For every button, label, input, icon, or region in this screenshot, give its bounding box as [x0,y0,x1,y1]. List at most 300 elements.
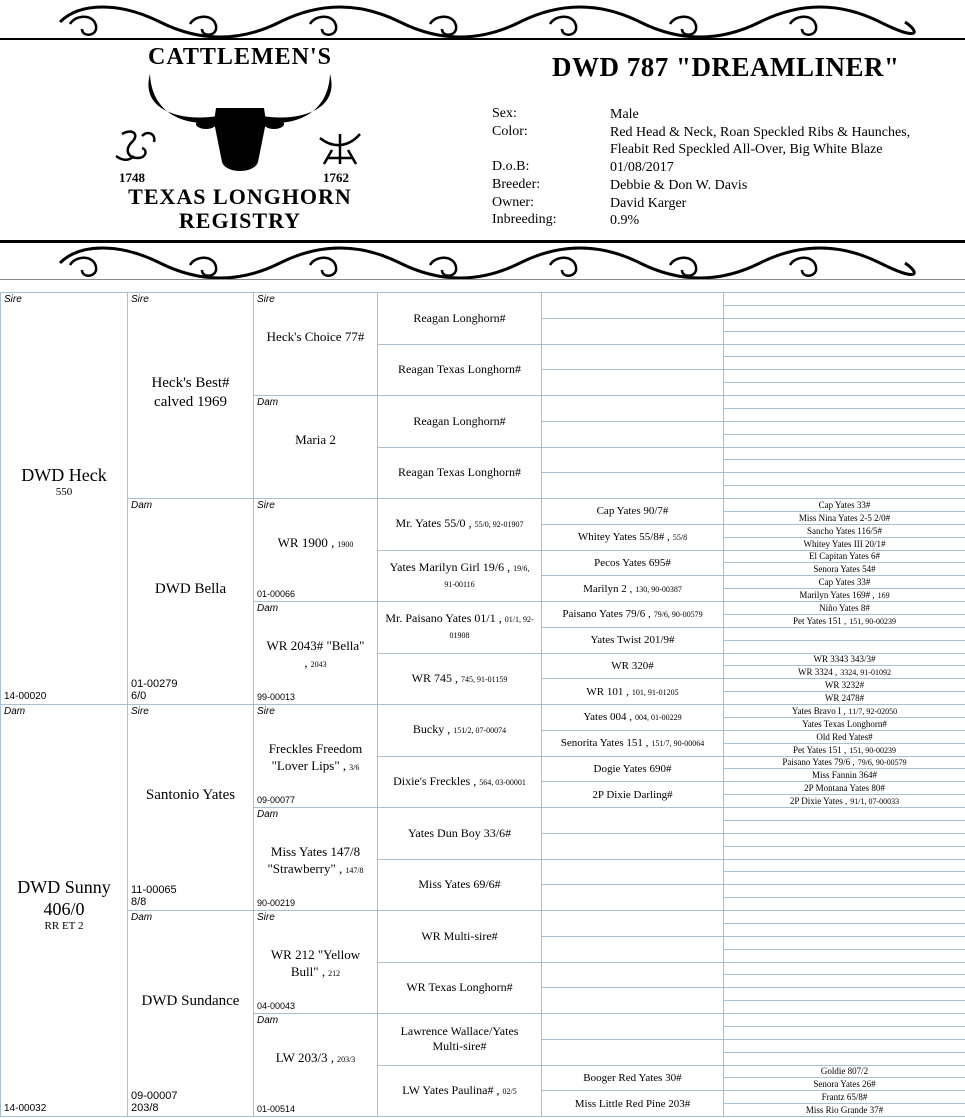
pedigree-cell [253,807,378,911]
cell-caption: Dam [131,912,153,923]
animal-entry [799,590,889,600]
animal-number: 203/3 [337,1054,356,1064]
animal-entry [396,1083,522,1099]
pedigree-cell [723,524,965,538]
pedigree-cell [541,627,724,654]
animal-entry [592,789,672,801]
pedigree-cell [541,498,724,525]
pedigree-cell [723,537,965,551]
pedigree-cell [723,1000,965,1014]
animal-name: Yates Texas Longhorn# [802,718,887,729]
animal-name: WR 2043# "Bella" , 2043 [266,637,365,670]
animal-entry [378,1024,541,1054]
animal-name: Niño Yates 8# [819,602,870,613]
pedigree-cell [253,601,378,705]
info-label: Inbreeding: [492,212,557,227]
animal-number: 55/0, 92-01907 [474,520,524,530]
pedigree-cell [0,292,128,705]
pedigree-cell [377,653,542,706]
pedigree-cell [377,1065,542,1118]
animal-name: Yates Marilyn Girl 19/6 , [389,559,511,574]
animal-name: Old Red Yates# [816,731,873,742]
animal-name: WR 3324 , [798,667,838,678]
pedigree-cell [377,601,542,654]
pedigree-cell [723,1026,965,1040]
pedigree-cell [723,1039,965,1053]
animal-number: 19/6, 91-00116 [444,563,530,589]
bottom-rule [0,279,965,280]
pedigree-cell [723,408,965,422]
animal-entry [825,680,864,690]
animal-name-block [128,580,253,599]
animal-name: Heck's Choice 77# [266,328,365,344]
pedigree-cell [723,756,965,770]
pedigree-cell [541,550,724,577]
registration-number: 01-00066 [257,589,296,599]
animal-name: 2P Dixie Darling# [592,788,673,801]
animal-entry [816,732,872,742]
animal-name-block [1,876,127,933]
registration-number: 09-00007 [131,1090,178,1102]
animal-number: 151/2, 07-00074 [453,726,507,736]
animal-entry [802,719,887,729]
animal-entry [813,1079,875,1089]
animal-number: 11/7, 92-02050 [848,706,898,716]
animal-entry [804,539,886,549]
pedigree-cell [723,910,965,924]
animal-entry [806,1105,883,1115]
pedigree-cell [723,601,965,615]
animal-entry [798,667,891,677]
animal-name: Yates Dun Boy 33/6# [407,825,512,840]
animal-entry [583,583,682,595]
animal-entry [819,500,871,510]
animal-entry [809,551,880,561]
cell-caption: Dam [131,500,153,511]
info-label: Breeder: [492,177,541,192]
animal-entry [392,465,527,480]
cell-caption: Dam [257,809,279,820]
pedigree-cell [541,472,724,499]
logo-year-right: 1762 [323,170,349,185]
pedigree-cell [723,575,965,589]
animal-number: 3/6 [349,762,360,772]
animal-name: Marilyn Yates 169# , [799,590,875,601]
pedigree-cell [723,472,965,486]
animal-name: Reagan Texas Longhorn# [398,465,521,480]
animal-entry [812,770,877,780]
animal-name-block [254,328,377,345]
registration-number: 11-00065 [131,884,177,896]
registration-number: 90-00219 [257,898,296,908]
animal-name: Miss Yates 69/6# [418,877,501,892]
animal-name: Dixie's Freckles , [393,773,477,788]
pedigree-cell [723,1077,965,1091]
animal-name: WR 1900 , 1900 [277,534,354,550]
animal-entry [819,577,871,587]
animal-name: WR 745 , [411,670,458,685]
pedigree-cell [723,717,965,731]
pedigree-cell [723,730,965,744]
animal-name: Marilyn 2 , [583,582,633,595]
animal-name-block [128,786,253,805]
animal-entry [792,706,897,716]
pedigree-cell [723,331,965,345]
pedigree-cell [723,1052,965,1066]
pedigree-cell [253,292,378,396]
pedigree-cell [253,1013,378,1117]
pedigree-cell [723,768,965,782]
animal-name: Cap Yates 33# [818,577,871,588]
animal-entry [578,531,687,543]
animal-name: WR 212 "Yellow [270,946,361,962]
pedigree-cell [723,356,965,370]
animal-name: Sancho Yates 116/5# [807,525,882,536]
pedigree-cell [541,910,724,937]
pedigree-cell [377,498,542,551]
animal-number: 564, 03-00001 [479,777,526,787]
pedigree-cell [723,923,965,937]
animal-entry [387,774,532,790]
pedigree-cell [377,807,542,860]
animal-name: LW 203/3 , 203/3 [275,1049,356,1065]
pedigree-cell [377,292,542,345]
info-value: Debbie & Don W. Davis [610,178,748,193]
pedigree-cell [127,498,254,705]
pedigree-cell [377,859,542,912]
pedigree-cell [723,1103,965,1117]
animal-name: LW Yates Paulina# , [402,1082,500,1097]
animal-name: Mr. Paisano Yates 01/1 , [385,611,502,626]
pedigree-cell [541,395,724,422]
animal-name: Bull" , 212 [290,963,341,979]
animal-entry [814,654,876,664]
pedigree-cell [541,318,724,345]
pedigree-cell [723,1065,965,1079]
animal-entry [575,1098,691,1110]
animal-name: El Capitan Yates 6# [809,551,880,562]
animal-name: Yates 004 , [583,711,633,724]
top-rule [0,38,965,40]
animal-name: WR Multi-sire# [421,928,498,943]
animal-number: 147/8 [345,865,364,875]
pedigree-cell [723,897,965,911]
animal-number: 2043 [310,659,327,669]
animal-name: 2P Montana Yates 80# [804,783,885,794]
animal-name: Cap Yates 90/7# [596,505,669,518]
animal-name: WR 101 , [586,685,629,698]
pedigree-cell [541,962,724,989]
pedigree-cell [723,369,965,383]
pedigree-cell [377,1013,542,1066]
pedigree-cell [253,704,378,808]
animal-name: Bucky , [412,722,451,737]
pedigree-cell [723,949,965,963]
registration-number: 09-00077 [257,795,296,805]
pedigree-cell [541,884,724,911]
animal-number: 151, 90-00239 [849,745,896,755]
animal-entry [822,1092,868,1102]
pedigree-cell [541,653,724,680]
animal-name: Pecos Yates 695# [594,556,671,569]
pedigree-cell [723,665,965,679]
pedigree-cell [377,447,542,500]
pedigree-cell [723,485,965,499]
pedigree-cell [723,550,965,564]
animal-entry [586,686,678,698]
animal-name-block [128,992,253,1011]
animal-name: Dogie Yates 690# [593,762,672,775]
animal-number: 130, 90-00387 [635,584,682,594]
pedigree-cell [127,704,254,911]
animal-name: Yates Twist 201/9# [590,634,675,647]
animal-name: "Strawberry" , 147/8 [267,860,364,876]
pedigree-cell [723,1013,965,1027]
info-value: Male [610,107,639,122]
animal-number: 004, 01-00229 [635,713,682,723]
animal-name-block [128,374,253,412]
pedigree-cell [723,974,965,988]
animal-entry [821,1066,868,1076]
animal-name: Miss Fannin 364# [811,770,877,781]
info-value: 01/08/2017 [610,160,674,175]
animal-name: DWD Bella [154,581,227,597]
longhorn-head-icon [140,70,340,180]
animal-name: Reagan Longhorn# [413,413,506,428]
brand-left-icon [112,126,160,166]
pedigree-cell [723,678,965,692]
animal-entry [590,634,674,646]
animal-name: 2P Dixie Yates , [789,796,848,807]
registration-number: 01-00279 [131,678,178,690]
logo-line3: REGISTRY [178,208,302,233]
pedigree-cell [541,1090,724,1117]
animal-name: Goldie 807/2 [820,1066,869,1077]
pedigree-cell [723,743,965,757]
pedigree-cell [377,962,542,1015]
cell-caption: Sire [257,500,275,511]
pedigree-cell [723,704,965,718]
pedigree-cell [377,344,542,397]
registration-number: 99-00013 [257,692,296,702]
cell-caption: Dam [257,397,279,408]
pedigree-cell [723,794,965,808]
animal-name: DWD Sundance [141,993,240,1009]
animal-name: WR 320# [611,659,654,672]
animal-entry [807,526,882,536]
pedigree-cell [723,884,965,898]
pedigree-cell [723,781,965,795]
pedigree-cell [541,421,724,448]
registration-number: 01-00514 [257,1104,296,1114]
animal-entry [406,671,514,687]
cell-caption: Sire [257,706,275,717]
animal-name: Mr. Yates 55/0 , [395,516,472,531]
animal-name: Miss Nina Yates 2-5 2/0# [798,512,891,523]
animal-entry [799,513,890,523]
animal-name: Lawrence Wallace/Yates Multi-sire# [400,1024,519,1054]
animal-sub: 550 [55,486,73,499]
pedigree-cell [377,756,542,809]
bottom-scroll-border [0,243,965,283]
pedigree-cell [723,562,965,576]
info-label: D.o.B: [492,159,530,174]
animal-number: 169 [877,591,890,601]
animal-name: Paisano Yates 79/6 , [562,608,651,621]
pedigree-cell [723,640,965,654]
animal-name: Cap Yates 33# [818,499,871,510]
animal-number: 02/5 [502,1086,517,1096]
animal-name-block [254,740,377,776]
info-label: Owner: [492,195,534,210]
pedigree-cell [541,344,724,371]
top-scroll-border [0,0,965,40]
pedigree-cell [723,382,965,396]
animal-entry [583,1072,681,1084]
logo-line1: CATTLEMEN'S [148,44,332,70]
animal-name: Whitey Yates III 20/1# [803,538,886,549]
animal-number: 55/8 [672,533,688,543]
animal-name: Miss Yates 147/8 [270,843,361,859]
logo-year-left: 1748 [119,170,145,185]
animal-name-block [254,431,377,448]
animal-entry [402,826,517,841]
pedigree-cell [723,871,965,885]
pedigree-cell [723,987,965,1001]
pedigree-cell [541,575,724,602]
scroll-ornament-top [60,7,914,37]
animal-entry [378,560,541,592]
animal-name: Santonio Yates [145,787,236,803]
pedigree-cell [541,704,724,731]
animal-number: 91/1, 07-00033 [850,797,900,807]
animal-name: WR 3343 343/3# [813,654,876,665]
scroll-ornament-bottom [60,248,914,278]
animal-number: 3324, 91-01092 [840,668,891,678]
animal-name-block [254,1049,377,1068]
animal-name: Senorita Yates 151 , [560,737,649,750]
animal-name: DWD Heck [21,465,107,486]
pedigree-cell [723,421,965,435]
animal-entry [594,763,672,775]
info-value: Red Head & Neck, Roan Speckled Ribs & Haunches, [610,125,911,140]
pedigree-cell [541,369,724,396]
animal-name: Maria 2 [295,431,336,447]
animal-name: Heck's Best# [151,375,230,391]
animal-name: Reagan Longhorn# [413,310,506,325]
cell-caption: Sire [4,294,22,305]
animal-entry [412,877,506,892]
animal-number: 151, 90-00239 [849,616,896,626]
pedigree-cell [541,781,724,808]
info-value: David Karger [610,196,687,211]
pedigree-cell [723,292,965,306]
pedigree-cell [541,833,724,860]
animal-entry [611,660,653,672]
pedigree-cell [253,498,378,602]
cell-caption: Dam [257,603,279,614]
pedigree-cell [723,511,965,525]
pedigree-cell [253,395,378,499]
animal-entry [819,603,870,613]
pedigree-cell [723,614,965,628]
pedigree-cell [541,1065,724,1092]
cell-caption: Sire [131,294,149,305]
pedigree-cell [723,447,965,461]
pedigree-cell [127,910,254,1117]
logo-line2: TEXAS LONGHORN [128,184,352,209]
animal-entry [825,693,864,703]
animal-entry [793,616,896,626]
animal-name: WR 3232# [824,680,865,691]
pedigree-chart [0,292,965,1116]
animal-name: Senora Yates 26# [813,1079,876,1090]
info-label: Color: [492,124,528,139]
animal-sub: RR ET 2 [44,920,84,933]
pedigree-cell [127,292,254,499]
animal-number: 1900 [337,539,354,549]
animal-name: Reagan Texas Longhorn# [398,362,521,377]
animal-name: Pet Yates 151 , [793,744,847,755]
animal-name: Senora Yates 54# [813,564,876,575]
animal-entry [390,516,530,532]
pedigree-cell [541,524,724,551]
animal-name: 406/0 [43,899,85,920]
animal-number: 203/8 [131,1102,159,1114]
pedigree-cell [723,498,965,512]
pedigree-cell [541,936,724,963]
animal-title: DWD 787 "DREAMLINER" [552,52,900,82]
pedigree-cell [723,459,965,473]
animal-name-block [1,464,127,499]
animal-entry [583,711,681,723]
animal-entry [392,362,527,377]
registration-number: 14-00020 [4,691,47,702]
animal-entry [782,757,906,767]
pedigree-cell [377,910,542,963]
animal-entry [407,414,511,429]
animal-name: Yates Bravo I , [791,705,846,716]
animal-name: WR 2478# [824,693,865,704]
animal-name: DWD Sunny [17,877,111,898]
animal-name-block [254,637,377,673]
pedigree-cell [723,653,965,667]
animal-name: Miss Little Red Pine 203# [574,1097,691,1110]
animal-name: Whitey Yates 55/8# , [577,531,670,544]
animal-name: calved 1969 [154,394,227,410]
info-value: 0.9% [610,213,640,228]
animal-entry [415,929,503,944]
animal-entry [407,722,512,738]
pedigree-cell [723,434,965,448]
pedigree-cell [723,588,965,602]
pedigree-cell [541,987,724,1014]
animal-number: 745, 91-01159 [460,674,508,684]
animal-number: 101, 91-01205 [631,687,679,697]
pedigree-cell [723,846,965,860]
animal-entry [597,505,669,517]
pedigree-cell [377,550,542,603]
animal-number: 01/1, 92-01908 [449,615,534,641]
pedigree-cell [723,305,965,319]
pedigree-cell [723,691,965,705]
animal-entry [562,608,702,620]
pedigree-cell [723,318,965,332]
animal-entry [804,783,885,793]
animal-number: 8/8 [131,896,147,908]
pedigree-cell [723,833,965,847]
info-value: Fleabit Red Speckled All-Over, Big White Blaze [610,142,883,157]
